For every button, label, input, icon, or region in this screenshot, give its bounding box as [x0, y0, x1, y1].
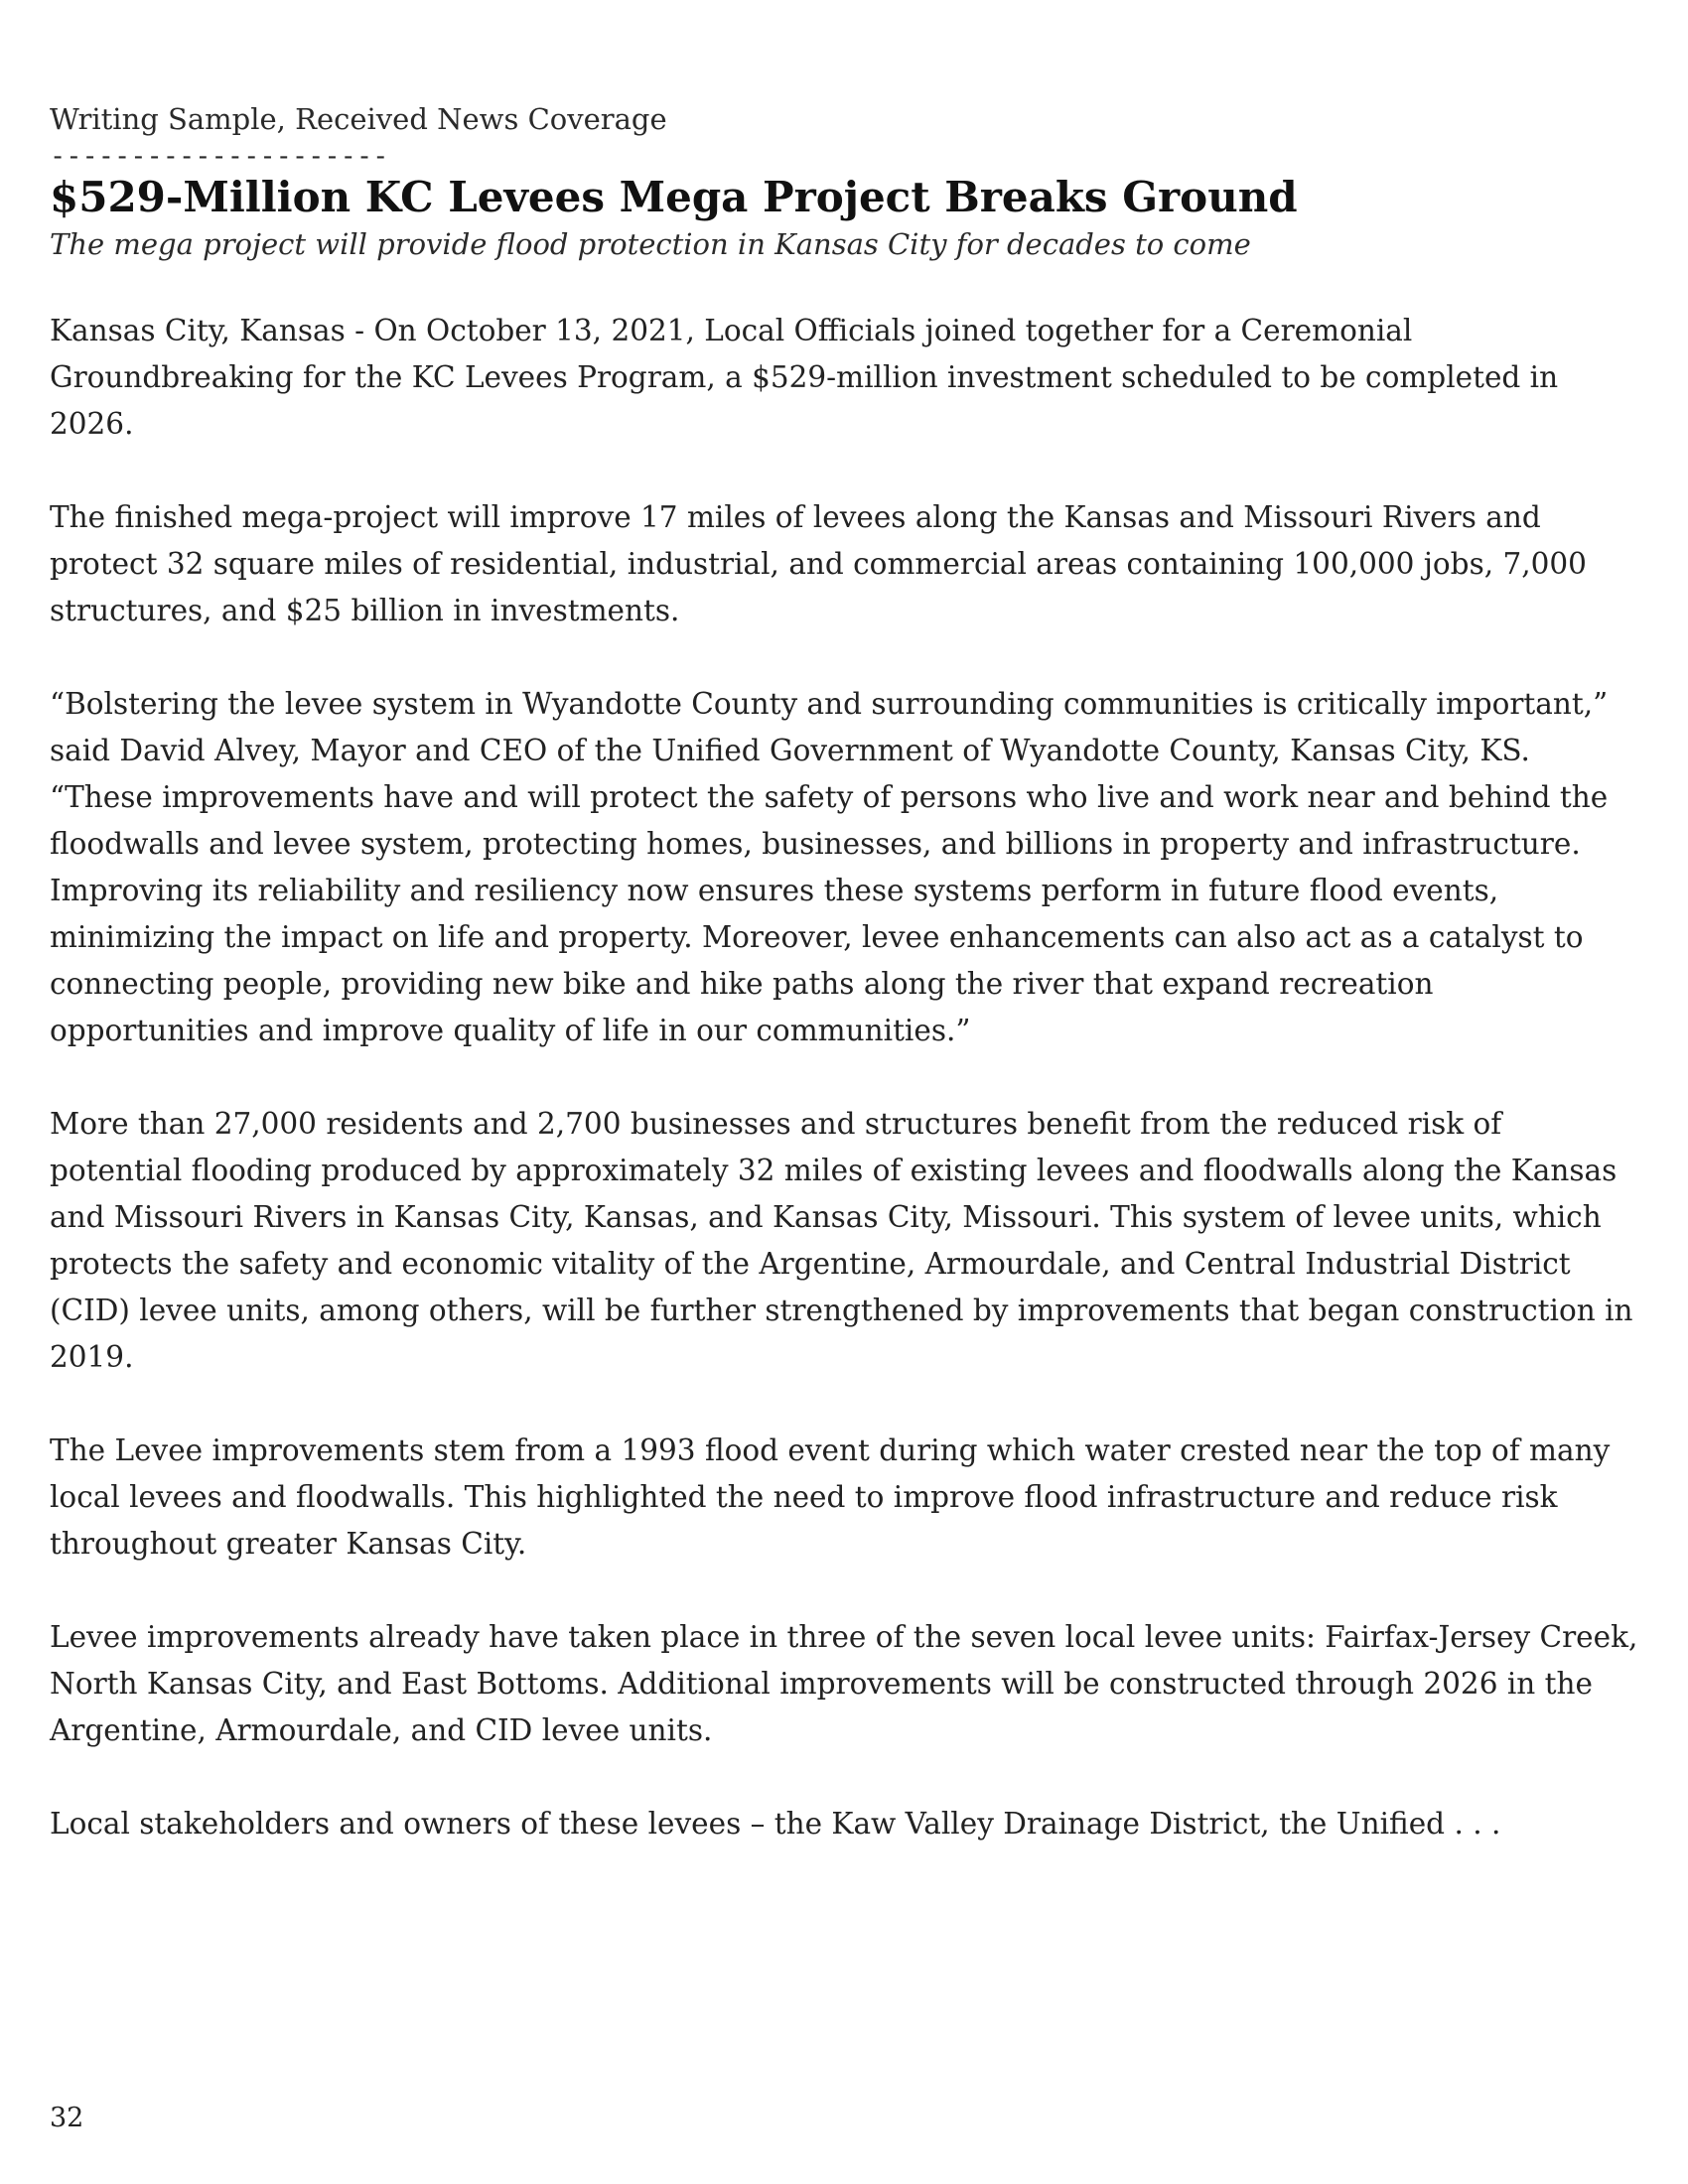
category-label: Writing Sample, Received News Coverage [50, 102, 667, 136]
article-subheadline: The mega project will provide flood protection in Kansas City for decades to come [50, 227, 1251, 261]
article-paragraph: “Bolstering the levee system in Wyandotte County and surrounding communities is critically important,” said David Alvey, Mayor and CEO of the Unified Government of Wyandotte County, Kansas City, KS. “These improvements have and will protect the safety of persons who live and work near and behind the floodwalls and levee system, protecting homes, businesses, and billions in property and infrastructure. Improving its reliability and resiliency now ensures these systems perform in future flood events, minimizing the impact on life and property. Moreover, levee enhancements can also act as a catalyst to connecting people, providing new bike and hike paths along the river that expand recreation opportunities and improve quality of life in our communities.” [50, 687, 1609, 1047]
article-page [50, 99, 1638, 1894]
article-paragraph: Kansas City, Kansas - On October 13, 2021, Local Officials joined together for a Ceremonial Groundbreaking for the KC Levees Program, a $529-million investment scheduled to be completed in 2026. [50, 314, 1559, 441]
article-paragraph: More than 27,000 residents and 2,700 businesses and structures benefit from the reduced risk of potential flooding produced by approximately 32 miles of existing levees and floodwalls along the Kansas and Missouri Rivers in Kansas City, Kansas, and Kansas City, Missouri. This system of levee units, which protects the safety and economic vitality of the Argentine, Armourdale, and Central Industrial District (CID) levee units, among others, will be further strengthened by improvements that began construction in 2019. [50, 1107, 1633, 1374]
article-paragraph: The Levee improvements stem from a 1993 flood event during which water crested near the top of many local levees and floodwalls. This highlighted the need to improve flood infrastructure and reduce risk throughout greater Kansas City. [50, 1433, 1611, 1561]
article-paragraph: Local stakeholders and owners of these levees – the Kaw Valley Drainage District, the Unified . . . [50, 1807, 1501, 1841]
article-paragraph: The finished mega-project will improve 17 miles of levees along the Kansas and Missouri Rivers and protect 32 square miles of residential, industrial, and commercial areas containing 100,000 jobs, 7,000 structures, and $25 billion in investments. [50, 500, 1587, 627]
dashed-divider: --------------------- [50, 141, 389, 172]
article-paragraph: Levee improvements already have taken place in three of the seven local levee units: Fairfax-Jersey Creek, North Kansas City, and East Bottoms. Additional improvements will be constructed through 2026 in the Argentine, Armourdale, and CID levee units. [50, 1620, 1638, 1747]
page-number: 32 [50, 2103, 84, 2133]
article-headline: $529-Million KC Levees Mega Project Breaks Ground [50, 173, 1298, 221]
